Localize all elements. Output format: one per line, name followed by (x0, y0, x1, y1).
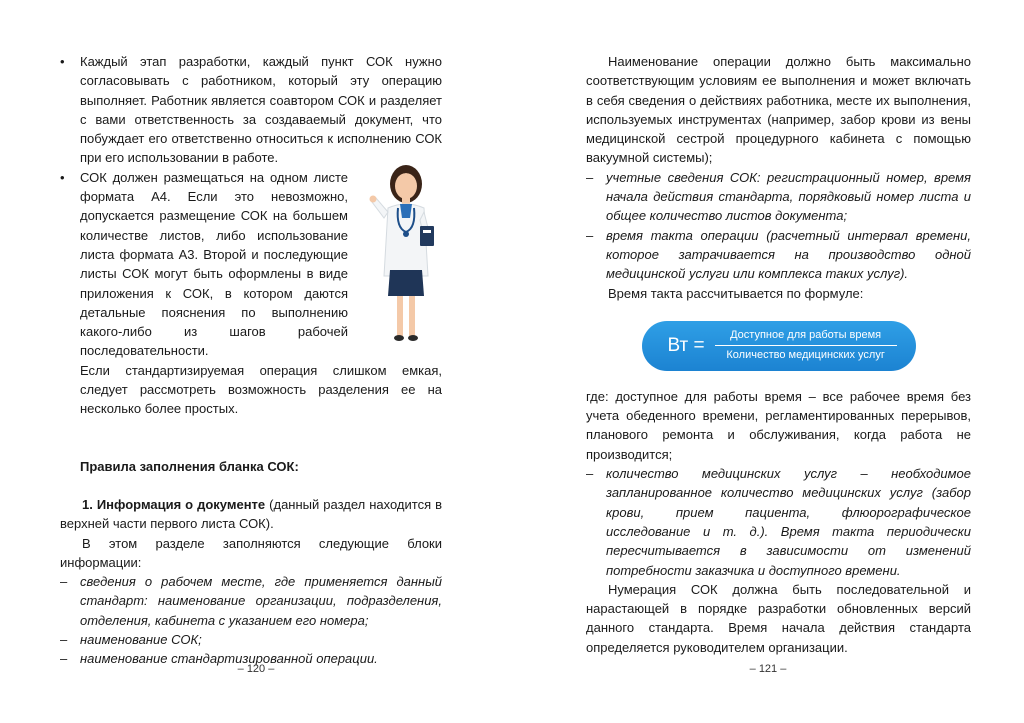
paragraph: где: доступное для работы время – все рабочее время без учета обеденного времени, регламентированных перерывов, планового ремонта и обслуживания, когда работа не производится; (586, 388, 971, 462)
dash-item: – наименование стандартизированной операции. (60, 649, 442, 668)
formula-denominator: Количество медицинских услуг (726, 349, 885, 362)
section1-paragraph (60, 495, 442, 534)
formula-fraction (715, 328, 897, 363)
paragraph: Наименование операции должно быть максимально соответствующим условиям ее выполнения и может включать в себя сведения о действиях работника, месте их выполнения, используемых инструментах (например, забор крови из вены медицинской сестрой процедурного кабинета с помощью вакуумной системы); (586, 54, 971, 166)
dash-item: – наименование СОК; (60, 630, 442, 649)
nurse-illustration (366, 158, 446, 348)
right-column (586, 52, 971, 657)
formula-numerator: Доступное для работы время (730, 329, 882, 342)
bullet-item: • СОК должен размещаться на одном листе формата А4. Если это невозможно, допускается размещение СОК на большем количестве листов, либо использование листа формата А3. Второй и последующие листы СОК могут быть оформлены в виде приложения к СОК, в котором даются детальные пояснения по выполнению какого-либо из шагов рабочей последовательности. (60, 168, 348, 361)
dash-item: – учетные сведения СОК: регистрационный номер, время начала действия стандарта, порядковый номер листа и общее количество листов документа; (586, 168, 971, 226)
dash-item: – количество медицинских услуг – необходимое запланированное количество медицинских услуг (забор крови, прием пациента, флюорографическое исследование и т. д.). Время такта периодически пересчитывается в зависимости от изменений потребности заказчика и доступного времени. (586, 464, 971, 580)
page-number: – 120 – (237, 663, 275, 675)
right-page (512, 0, 1024, 723)
dash-item: – сведения о рабочем месте, где применяется данный стандарт: наименование организации, подразделения, отделения, кабинета с указанием его номера; (60, 572, 442, 630)
rules-heading: Правила заполнения бланка СОК: (80, 458, 299, 474)
left-column (60, 52, 442, 669)
section1-rest: (данный раздел находится в верхней части первого листа СОК). (60, 496, 443, 532)
page-number: – 121 – (749, 663, 787, 675)
bullet-item: • Каждый этап разработки, каждый пункт СОК нужно согласовывать с работником, который эту операцию выполняет. Работник является соавтором СОК и разделяет с вами ответственность за создаваемый документ, что побуждает его ответственно относиться к исполнению СОК при его использовании в работе. (60, 52, 442, 168)
section1-intro: В этом разделе заполняются следующие блоки информации: (60, 535, 442, 570)
section1-title: 1. Информация о документе (82, 496, 266, 512)
formula-box-wrap (586, 321, 971, 371)
formula-intro: Время такта рассчитывается по формуле: (608, 285, 864, 301)
formula-lhs: Вт = (667, 335, 705, 357)
fraction-line (715, 345, 897, 346)
paragraph: Если стандартизируемая операция слишком емкая, следует рассмотреть возможность разделения ее на несколько более простых. (80, 362, 442, 417)
paragraph: Нумерация СОК должна быть последовательной и нарастающей в порядке разработки обновленных версий данного стандарта. Время начала действия стандарта определяется руководителем организации. (586, 581, 971, 655)
dash-item: – время такта операции (расчетный интервал времени, которое затрачивается на производство одной медицинской услуги или комплекса таких услуг). (586, 226, 971, 284)
takt-time-formula (642, 321, 916, 371)
